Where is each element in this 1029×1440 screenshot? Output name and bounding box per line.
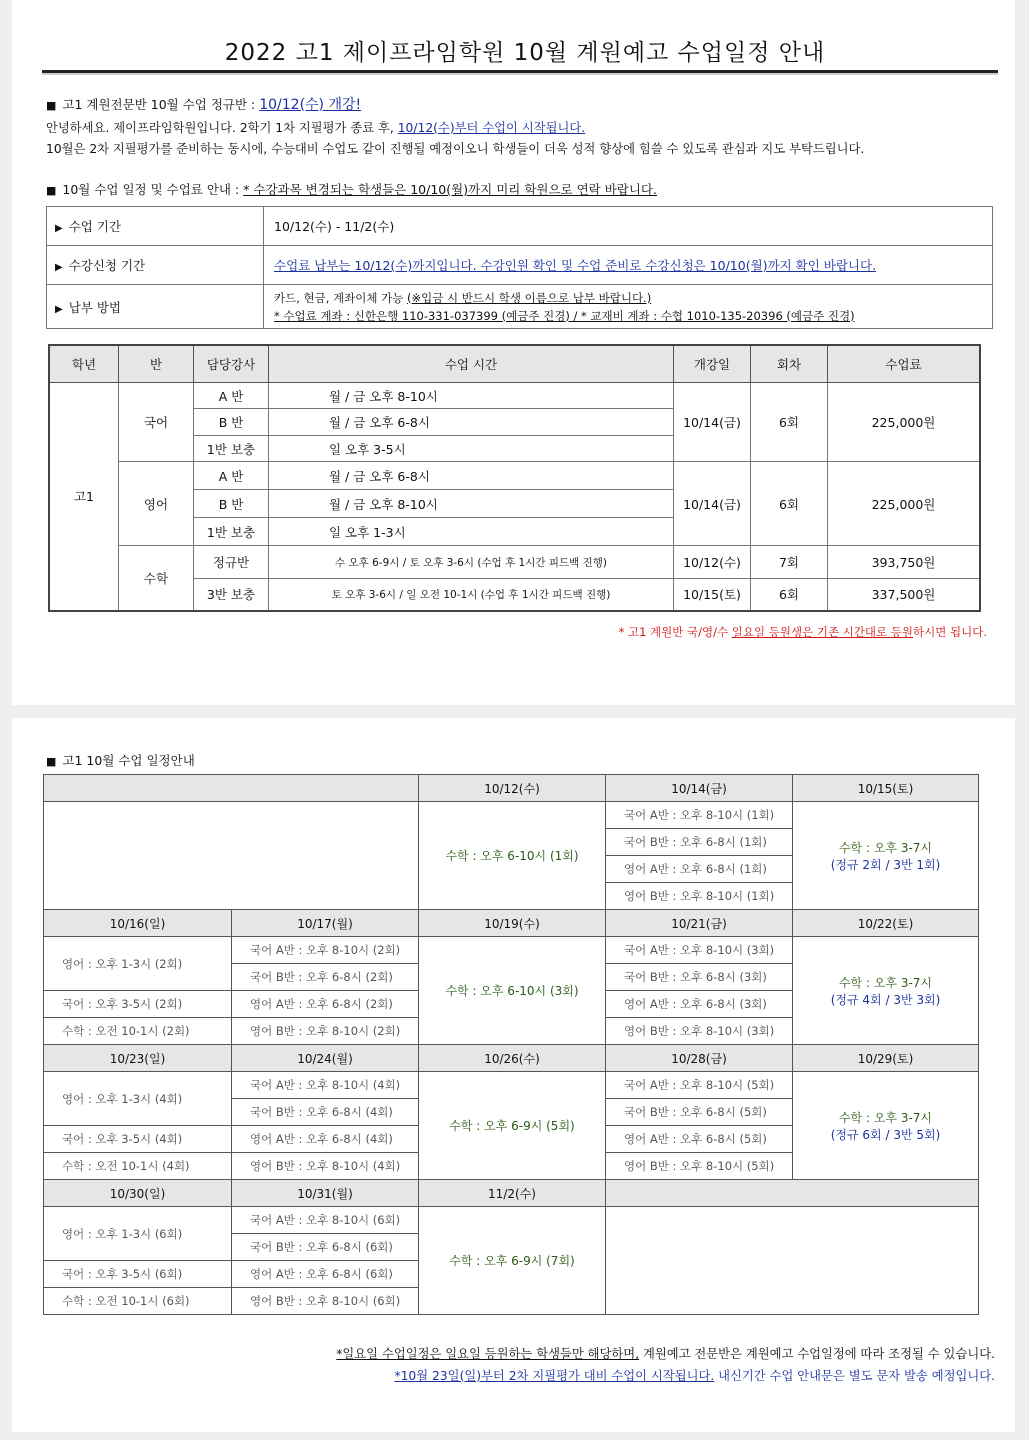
table-row: 수학 정규반 수 오후 6-9시 / 토 오후 3-6시 (수업 후 1시간 피드백 진행) 10/12(수) 7회 393,750원 [49,546,980,579]
table-row: ▶ 납부 방법 카드, 현금, 계좌이체 가능 (※입금 시 반드시 학생 이름으로 납부 바랍니다.) * 수업료 계좌 : 신한은행 110-331-037399 (예금주 진경) / * 교재비 계좌 : 수협 1010-135-20396 (예금주 진경) [47,285,993,329]
triangle-bullet-icon: ▶ [55,303,63,315]
schedule-heading: ■ 10월 수업 일정 및 수업료 안내 : * 수강과목 변경되는 학생들은 10/10(월)까지 미리 학원으로 연락 바랍니다. [46,182,657,197]
table-header-row: 10/30(일) 10/31(월) 11/2(수) [44,1180,979,1207]
table-row: 영어 : 오후 1-3시 (6회) 국어 A반 : 오후 8-10시 (6회) 수학 : 오후 6-9시 (7회) [44,1207,979,1234]
table-row: 영어 B반 : 오후 8-10시 (1회) [44,883,979,910]
table-row: 국어 : 오후 3-5시 (4회) 영어 A반 : 오후 6-8시 (4회) 영어 A반 : 오후 6-8시 (5회) [44,1126,979,1153]
table-row: ▶ 수업 기간 10/12(수) - 11/2(수) [47,207,993,246]
triangle-bullet-icon: ▶ [55,223,63,234]
subject-math: 수학 [119,546,194,611]
square-bullet-icon: ■ [46,99,57,112]
table-row: 영어 A 반 월 / 금 오후 6-8시 10/14(금) 6회 225,000원 [49,462,980,490]
fee-table [48,344,981,612]
table-row: 국어 B반 : 오후 6-8시 (6회) [44,1234,979,1261]
page-2 [12,718,1015,1432]
sunday-note: * 고1 계원반 국/영/수 일요일 등원생은 기존 시간대로 등원하시면 됩니다. [618,625,987,639]
calendar-table [43,774,979,1315]
document-title: 2022 고1 제이프라임학원 10월 계원예고 수업일정 안내 [224,40,826,66]
table-row: 국어 : 오후 3-5시 (2회) 영어 A반 : 오후 6-8시 (2회) 영어 A반 : 오후 6-8시 (3회) [44,991,979,1018]
footer-note-2: *10월 23일(일)부터 2차 지필평가 대비 수업이 시작됩니다. 내신기간 수업 안내문은 별도 문자 발송 예정입니다. [394,1369,995,1383]
intro-line-2: 10월은 2차 지필평가를 준비하는 동시에, 수능대비 수업도 같이 진행될 예정이오니 학생들이 더욱 성적 향상에 힘쓸 수 있도록 관심과 지도 부탁드립니다. [46,142,865,156]
table-header-row: 학년 반 담당강사 수업 시간 개강일 회차 수업료 [49,345,980,383]
payment-method: 카드, 현금, 계좌이체 가능 (※입금 시 반드시 학생 이름으로 납부 바랍니다.) * 수업료 계좌 : 신한은행 110-331-037399 (예금주 진경) / * 교재비 계좌 : 수협 1010-135-20396 (예금주 진경) [264,285,993,329]
intro-line-1: 안녕하세요. 제이프라임학원입니다. 2학기 1차 지필평가 종료 후, 10/12(수)부터 수업이 시작됩니다. [46,121,586,135]
table-row: 영어 : 오후 1-3시 (2회) 국어 A반 : 오후 8-10시 (2회) 수학 : 오후 6-10시 (3회) 국어 A반 : 오후 8-10시 (3회) 수학 : 오후 3-7시 (정규 4회 / 3반 3회) [44,937,979,964]
footer-note-1: *일요일 수업일정은 일요일 등원하는 학생들만 해당하며, 계원예고 전문반은 계원예고 수업일정에 따라 조정될 수 있습니다. [336,1347,995,1361]
table-row: 수학 : 오후 6-10시 (1회) 국어 A반 : 오후 8-10시 (1회) 수학 : 오후 3-7시 (정규 2회 / 3반 1회) [44,802,979,829]
page-1 [12,0,1015,705]
table-row: 수학 : 오전 10-1시 (4회) 영어 B반 : 오후 8-10시 (4회) 영어 B반 : 오후 8-10시 (5회) [44,1153,979,1180]
table-row: 국어 B반 : 오후 6-8시 (2회) 국어 B반 : 오후 6-8시 (3회) [44,964,979,991]
table-row: 영어 : 오후 1-3시 (4회) 국어 A반 : 오후 8-10시 (4회) 수학 : 오후 6-9시 (5회) 국어 A반 : 오후 8-10시 (5회) 수학 : 오후 3-7시 (정규 6회 / 3반 5회) [44,1072,979,1099]
table-row: 1반 보충 일 오후 3-5시 [49,436,980,462]
table-row: 1반 보충 일 오후 1-3시 [49,518,980,546]
subject-korean: 국어 [119,383,194,462]
table-row: ▶ 수강신청 기간 수업료 납부는 10/12(수)까지입니다. 수강인원 확인 및 수업 준비로 수강신청은 10/10(월)까지 확인 바랍니다. [47,246,993,285]
table-header-row: 10/12(수) 10/14(금) 10/15(토) [44,775,979,802]
subject-english: 영어 [119,462,194,546]
class-period: 10/12(수) - 11/2(수) [264,207,993,246]
table-row: 수학 : 오전 10-1시 (6회) 영어 B반 : 오후 8-10시 (6회) [44,1288,979,1315]
title-divider [42,70,998,73]
calendar-heading: ■ 고1 10월 수업 일정안내 [46,753,195,768]
table-row: 수학 : 오전 10-1시 (2회) 영어 B반 : 오후 8-10시 (2회) 영어 B반 : 오후 8-10시 (3회) [44,1018,979,1045]
table-row: 국어 B반 : 오후 6-8시 (4회) 국어 B반 : 오후 6-8시 (5회) [44,1099,979,1126]
table-row: 국어 B반 : 오후 6-8시 (1회) [44,829,979,856]
table-row: 고1 국어 A 반 월 / 금 오후 8-10시 10/14(금) 6회 225,000원 [49,383,980,409]
table-row: 영어 A반 : 오후 6-8시 (1회) [44,856,979,883]
grade-cell: 고1 [49,383,119,611]
table-row: 국어 : 오후 3-5시 (6회) 영어 A반 : 오후 6-8시 (6회) [44,1261,979,1288]
registration-period: 수업료 납부는 10/12(수)까지입니다. 수강인원 확인 및 수업 준비로 수강신청은 10/10(월)까지 확인 바랍니다. [264,246,993,285]
square-bullet-icon: ■ [46,755,57,768]
schedule-info-table [46,206,993,329]
table-row: B 반 월 / 금 오후 6-8시 [49,409,980,436]
opening-date: 10/12(수) 개강! [259,97,362,113]
table-header-row: 10/23(일) 10/24(월) 10/26(수) 10/28(금) 10/29(토) [44,1045,979,1072]
intro-heading: ■ 고1 계원전문반 10월 수업 정규반 : 10/12(수) 개강! [46,97,362,113]
table-header-row: 10/16(일) 10/17(월) 10/19(수) 10/21(금) 10/22(토) [44,910,979,937]
triangle-bullet-icon: ▶ [55,262,63,273]
table-row: B 반 월 / 금 오후 8-10시 [49,490,980,518]
table-row: 3반 보충 토 오후 3-6시 / 일 오전 10-1시 (수업 후 1시간 피드백 진행) 10/15(토) 6회 337,500원 [49,579,980,611]
square-bullet-icon: ■ [46,184,57,197]
